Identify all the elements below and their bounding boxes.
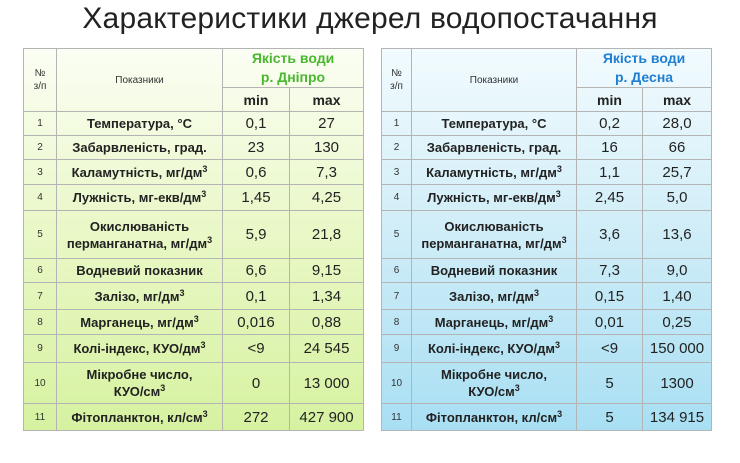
row-number: 4 (24, 185, 57, 211)
max-value: 5,0 (643, 185, 712, 211)
indicator-text: Температура, °С (441, 116, 547, 131)
table-row (382, 310, 712, 335)
max-value: 150 000 (643, 335, 712, 363)
unit-exponent: 3 (193, 313, 199, 324)
table-desna (381, 48, 712, 431)
indicator-text: Залізо, мг/дм (94, 288, 180, 304)
page-title: Характеристики джерел водопостачання (82, 2, 658, 35)
row-number: 2 (382, 136, 412, 160)
unit-exponent: 3 (555, 340, 561, 350)
unit-exponent: 3 (561, 234, 567, 245)
table-row (382, 363, 712, 404)
min-value: 5,9 (223, 211, 290, 259)
min-value: 0 (223, 363, 290, 404)
max-value: 13,6 (643, 211, 712, 259)
min-value: 2,45 (577, 185, 643, 211)
indicator-cell (57, 310, 223, 335)
indicator-cell (412, 363, 577, 404)
header-row (382, 49, 712, 88)
max-value: 134 915 (643, 404, 712, 431)
indicator-text-line2: КУО/см (113, 384, 161, 399)
indicator-text: Забарвленість, град. (426, 140, 562, 155)
indicator-cell (412, 211, 577, 259)
max-value: 1,34 (290, 283, 364, 310)
row-number: 9 (382, 335, 412, 363)
row-number: 11 (382, 404, 412, 431)
indicator-text: Марганець, мг/дм (80, 314, 194, 330)
unit-exponent: 3 (556, 163, 562, 174)
row-number: 2 (24, 136, 57, 160)
indicator-cell (412, 335, 577, 363)
indicator-cell (412, 136, 577, 160)
unit-exponent: 3 (514, 383, 520, 393)
indicator-cell (57, 283, 223, 310)
row-number: 10 (382, 363, 412, 404)
indicator-cell (412, 259, 577, 283)
indicator-cell (57, 160, 223, 185)
table-row (24, 160, 364, 185)
indicator-text: Залізо, мг/дм (448, 288, 535, 304)
table-row (24, 310, 364, 335)
num-header-line1: № (391, 68, 402, 79)
quality-header-line2: р. Десна (614, 69, 674, 85)
table-row (382, 211, 712, 259)
min-value: 23 (223, 136, 290, 160)
row-number: 11 (24, 404, 57, 431)
row-number: 1 (382, 112, 412, 136)
min-value: 16 (577, 136, 643, 160)
table-row (24, 259, 364, 283)
indicator-cell (412, 404, 577, 431)
row-number: 8 (382, 310, 412, 335)
quality-header (223, 49, 364, 88)
indicator-text: Окислюваність (444, 218, 544, 234)
row-number: 6 (24, 259, 57, 283)
indicator-cell (57, 404, 223, 431)
max-value: 7,3 (290, 160, 364, 185)
table-row (24, 363, 364, 404)
min-value: 0,1 (223, 283, 290, 310)
table-row (382, 160, 712, 185)
max-value: 28,0 (643, 112, 712, 136)
max-value: 0,88 (290, 310, 364, 335)
max-value: 21,8 (290, 211, 364, 259)
indicator-text: Фітопланктон, кл/см (71, 409, 203, 425)
max-value: 27 (290, 112, 364, 136)
table-row (24, 404, 364, 431)
quality-header-line2: р. Дніпро (260, 69, 326, 85)
max-value: 0,25 (643, 310, 712, 335)
indicator-text: Колі-індекс, КУО/дм (427, 341, 556, 356)
unit-exponent: 3 (202, 163, 208, 174)
indicator-text: Марганець, мг/дм (434, 314, 549, 330)
min-value: 0,6 (223, 160, 290, 185)
indicator-text: Мікробне число, (441, 367, 547, 382)
table-row (382, 283, 712, 310)
unit-exponent: 3 (201, 189, 207, 199)
indicator-text-line2: КУО/см (468, 384, 515, 399)
quality-header-line1: Якість води (602, 50, 686, 66)
indicator-text: Лужність, мг-екв/дм (427, 190, 556, 205)
row-number: 3 (24, 160, 57, 185)
max-value: 25,7 (643, 160, 712, 185)
quality-header-line1: Якість води (251, 50, 335, 66)
min-value: 6,6 (223, 259, 290, 283)
indicator-cell (412, 310, 577, 335)
unit-exponent: 3 (207, 234, 213, 245)
indicator-cell (57, 185, 223, 211)
indicator-text: Забарвленість, град. (72, 140, 207, 155)
row-number: 3 (382, 160, 412, 185)
table-row (24, 112, 364, 136)
min-value: 1,1 (577, 160, 643, 185)
indicator-header: Показники (412, 49, 577, 112)
min-value: 0,2 (577, 112, 643, 136)
max-value: 9,15 (290, 259, 364, 283)
row-number: 4 (382, 185, 412, 211)
min-value: 3,6 (577, 211, 643, 259)
row-number: 9 (24, 335, 57, 363)
indicator-cell (412, 185, 577, 211)
row-number: 8 (24, 310, 57, 335)
row-number: 10 (24, 363, 57, 404)
table-row (24, 283, 364, 310)
max-value: 427 900 (290, 404, 364, 431)
indicator-cell (412, 283, 577, 310)
max-value: 1,40 (643, 283, 712, 310)
max-value: 1300 (643, 363, 712, 404)
indicator-cell (57, 136, 223, 160)
indicator-cell (412, 160, 577, 185)
table-row (24, 335, 364, 363)
max-header: max (643, 88, 712, 112)
min-value: 1,45 (223, 185, 290, 211)
indicator-text: Каламутність, мг/дм (71, 164, 203, 180)
indicator-text: Температура, °С (87, 116, 192, 131)
unit-exponent: 3 (534, 287, 540, 298)
num-header-line2: з/п (33, 81, 47, 92)
max-value: 4,25 (290, 185, 364, 211)
table-row (24, 136, 364, 160)
indicator-text: Мікробне число, (86, 367, 193, 382)
table-row (382, 259, 712, 283)
indicator-cell (57, 259, 223, 283)
min-value: 7,3 (577, 259, 643, 283)
unit-exponent: 3 (202, 408, 208, 419)
row-number: 7 (24, 283, 57, 310)
table-row (24, 211, 364, 259)
unit-exponent: 3 (160, 383, 166, 393)
indicator-cell (57, 363, 223, 404)
indicator-text: Каламутність, мг/дм (426, 164, 557, 180)
unit-exponent: 3 (200, 340, 206, 350)
table-row (382, 335, 712, 363)
indicator-text: Водневий показник (430, 263, 558, 278)
table-row (382, 404, 712, 431)
table-dnipro (23, 48, 364, 431)
num-header (24, 49, 57, 112)
table-row (382, 112, 712, 136)
table-row (24, 185, 364, 211)
min-header: min (223, 88, 290, 112)
row-number: 1 (24, 112, 57, 136)
max-value: 130 (290, 136, 364, 160)
indicator-cell (57, 112, 223, 136)
max-value: 24 545 (290, 335, 364, 363)
min-value: 5 (577, 363, 643, 404)
row-number: 5 (24, 211, 57, 259)
max-value: 13 000 (290, 363, 364, 404)
unit-exponent: 3 (548, 313, 554, 324)
min-value: 0,016 (223, 310, 290, 335)
max-value: 66 (643, 136, 712, 160)
indicator-header: Показники (57, 49, 223, 112)
num-header-line1: № (34, 68, 46, 79)
indicator-text-line2: перманганатна, мг/дм (66, 235, 208, 251)
min-value: <9 (223, 335, 290, 363)
min-value: 0,01 (577, 310, 643, 335)
num-header (382, 49, 412, 112)
indicator-cell (57, 335, 223, 363)
indicator-text: Водневий показник (76, 263, 203, 278)
indicator-cell (57, 211, 223, 259)
min-value: <9 (577, 335, 643, 363)
indicator-cell (412, 112, 577, 136)
quality-header (577, 49, 712, 88)
min-value: 272 (223, 404, 290, 431)
min-value: 5 (577, 404, 643, 431)
max-value: 9,0 (643, 259, 712, 283)
indicator-text: Фітопланктон, кл/см (425, 409, 558, 425)
header-row (24, 49, 364, 88)
indicator-text: Лужність, мг-екв/дм (72, 190, 202, 205)
min-header: min (577, 88, 643, 112)
indicator-text: Окислюваність (89, 218, 190, 234)
row-number: 7 (382, 283, 412, 310)
table-row (382, 136, 712, 160)
row-number: 5 (382, 211, 412, 259)
indicator-text-line2: перманганатна, мг/дм (421, 235, 562, 251)
row-number: 6 (382, 259, 412, 283)
max-header: max (290, 88, 364, 112)
table-row (382, 185, 712, 211)
num-header-line2: з/п (390, 81, 403, 92)
unit-exponent: 3 (555, 189, 561, 199)
unit-exponent: 3 (557, 408, 563, 419)
unit-exponent: 3 (179, 287, 185, 298)
min-value: 0,15 (577, 283, 643, 310)
indicator-text: Колі-індекс, КУО/дм (73, 341, 201, 356)
min-value: 0,1 (223, 112, 290, 136)
